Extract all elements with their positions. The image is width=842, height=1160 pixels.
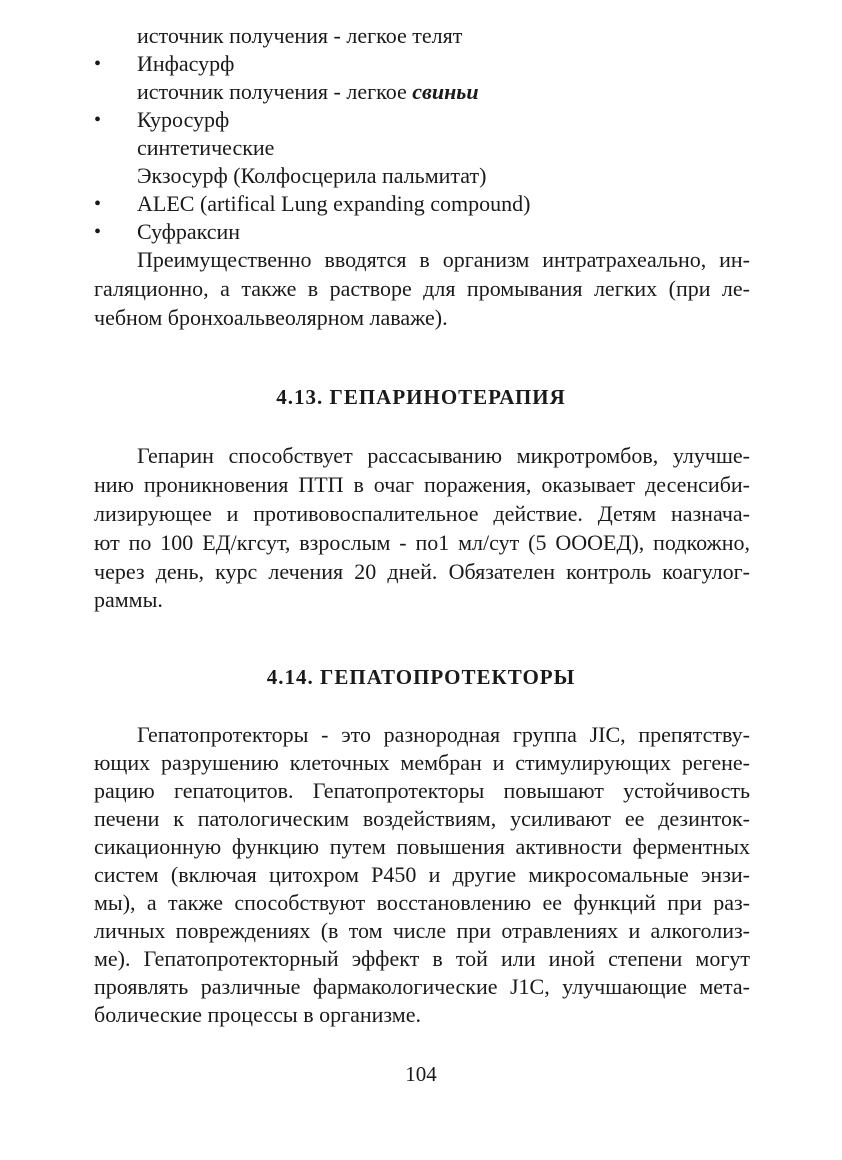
source-line-1: источник получения - легкое телят xyxy=(137,23,463,48)
page-number: 104 xyxy=(405,1062,437,1086)
paragraph-line: личных повреждениях (в том числе при отравлениях и алкоголиз- xyxy=(94,918,750,943)
source-line-2-emphasis: свиньи xyxy=(412,79,479,104)
paragraph-line: болические процессы в организме. xyxy=(94,1002,421,1027)
section-heading-4-13: 4.13. ГЕПАРИНОТЕРАПИЯ xyxy=(276,385,566,409)
paragraph-line: лизирующее и противовоспалительное действие. Детям назнача- xyxy=(94,501,750,526)
paragraph-line: мы), а также способствуют восстановлению ее функций при раз- xyxy=(94,890,750,915)
paragraph-line: проявлять различные фармакологические J1C, улучшающие мета- xyxy=(94,974,750,999)
paragraph-line: ют по 100 ЕД/кгсут, взрослым - по1 мл/сут (5 ОООЕД), подкожно, xyxy=(94,530,750,555)
paragraph-line: нию проникновения ПТП в очаг поражения, оказывает десенсиби- xyxy=(94,472,750,497)
list-bullet: • xyxy=(94,221,102,243)
paragraph-line: галяционно, а также в растворе для промывания легких (при ле- xyxy=(94,276,750,301)
paragraph-line: сикационную функцию путем повышения активности ферментных xyxy=(94,834,750,859)
paragraph-line: Гепатопротекторы - это разнородная группа JIC, препятству- xyxy=(137,722,750,747)
list-item-sufraksin: Суфраксин xyxy=(137,219,241,244)
paragraph-line: чебном бронхоальвеолярном лаваже). xyxy=(94,305,448,330)
list-item-alec: ALEC (artifical Lung expanding compound) xyxy=(137,191,531,216)
paragraph-line: Преимущественно вводятся в организм интратрахеально, ин- xyxy=(137,247,750,272)
list-item-kurosurf: Куросурф xyxy=(137,107,230,132)
list-bullet: • xyxy=(94,193,102,215)
synthetic-subheading: синтетические xyxy=(137,135,275,160)
paragraph-line: ме). Гепатопротекторный эффект в той или иной степени могут xyxy=(94,946,750,971)
list-item-infasurf: Инфасурф xyxy=(137,51,235,76)
list-item-exosurf: Экзосурф (Колфосцерила пальмитат) xyxy=(137,163,487,188)
paragraph-line: раммы. xyxy=(94,587,163,612)
paragraph-line: рацию гепатоцитов. Гепатопротекторы повышают устойчивость xyxy=(94,778,750,803)
paragraph-line: Гепарин способствует рассасыванию микротромбов, улучше- xyxy=(137,443,750,468)
list-bullet: • xyxy=(94,53,102,75)
paragraph-line: ющих разрушению клеточных мембран и стимулирующих регене- xyxy=(94,750,750,775)
list-bullet: • xyxy=(94,109,102,131)
paragraph-line: через день, курс лечения 20 дней. Обязателен контроль коагулог- xyxy=(94,559,750,584)
source-line-2 xyxy=(137,78,479,106)
paragraph-line: систем (включая цитохром Р450 и другие микросомальные энзи- xyxy=(94,862,750,887)
paragraph-line: печени к патологическим воздействиям, усиливают ее дезинток- xyxy=(94,806,750,831)
source-line-2-text: источник получения - легкое xyxy=(137,79,413,104)
section-heading-4-14: 4.14. ГЕПАТОПРОТЕКТОРЫ xyxy=(266,665,576,689)
